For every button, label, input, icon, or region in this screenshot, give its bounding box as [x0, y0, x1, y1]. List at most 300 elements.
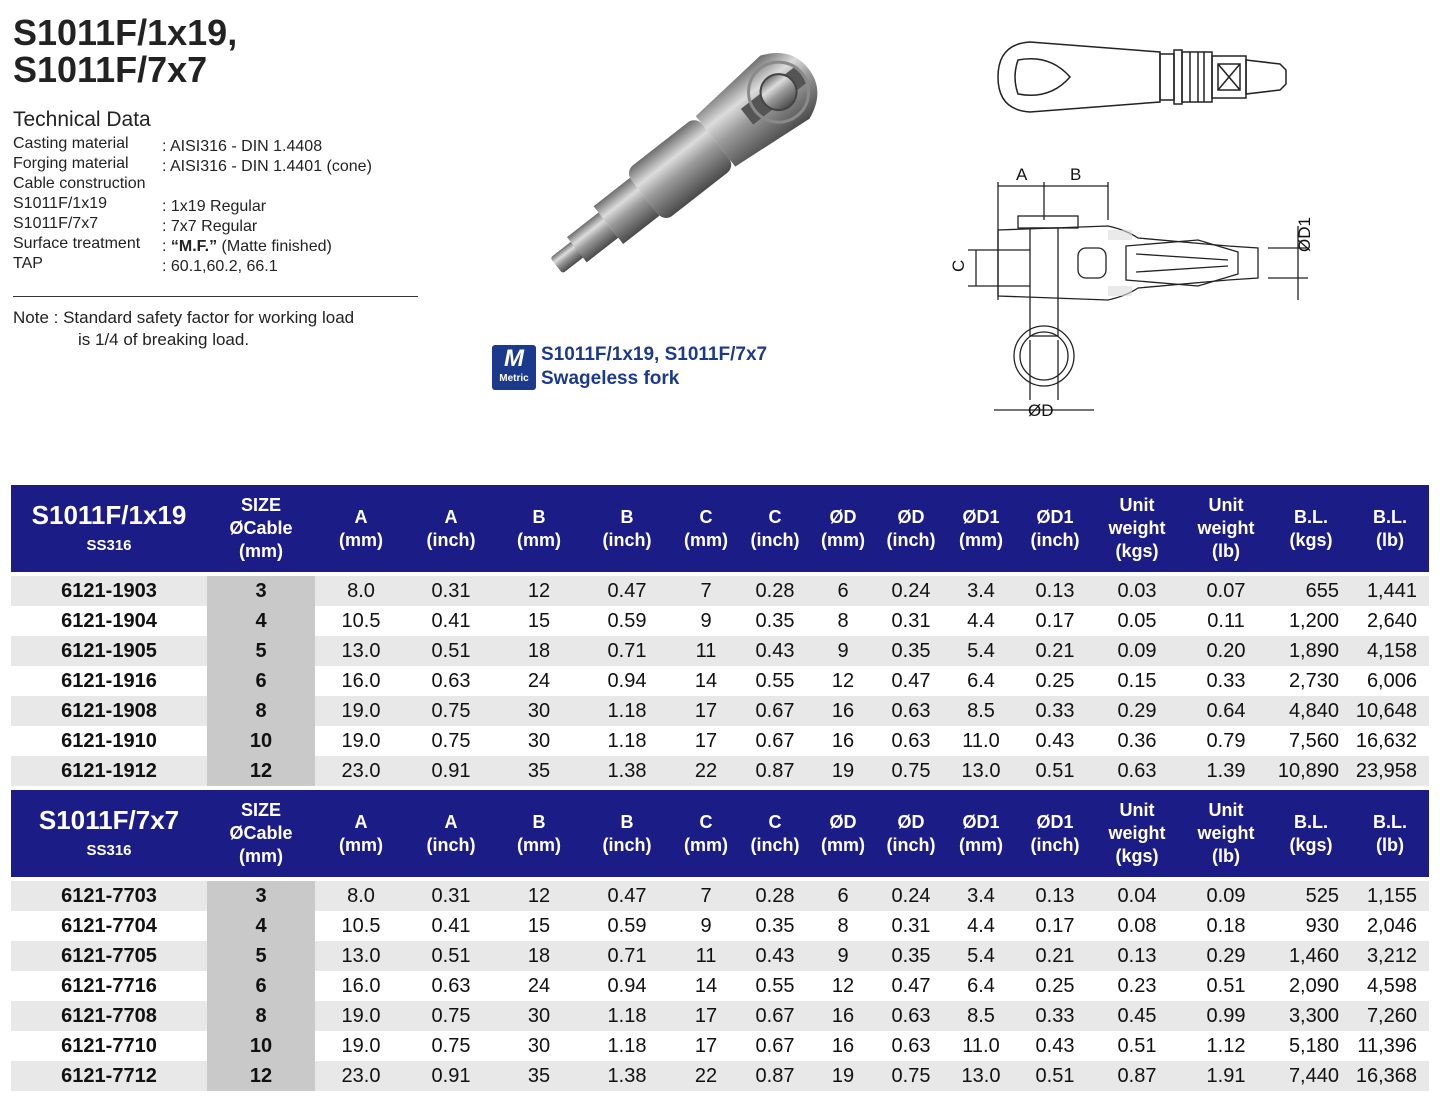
- material-name: SS316: [86, 537, 132, 554]
- spec-labels: [13, 134, 146, 274]
- table-cell: 0.79: [1181, 726, 1271, 756]
- table-cell: 23.0: [315, 1061, 407, 1091]
- table-cell: 0.63: [877, 1031, 945, 1061]
- column-header: ØD (inch): [877, 485, 945, 574]
- table-cell: 0.35: [877, 636, 945, 666]
- table-cell: 22: [671, 756, 741, 786]
- table-row: [11, 941, 1429, 971]
- table-cell: 9: [809, 636, 877, 666]
- column-header: Unit weight (lb): [1181, 790, 1271, 879]
- breaking-load: 16,632: [1351, 726, 1429, 756]
- table-cell: 8.5: [945, 1001, 1017, 1031]
- column-header: SIZE ØCable (mm): [207, 485, 315, 574]
- table-cell: 0.43: [741, 941, 809, 971]
- table-cell: 1.18: [583, 696, 671, 726]
- table-cell: 1.18: [583, 1001, 671, 1031]
- table-cell: 14: [671, 666, 741, 696]
- table-cell: 24: [495, 971, 583, 1001]
- breaking-load: 2,640: [1351, 606, 1429, 636]
- table-row: [11, 879, 1429, 911]
- surface-prefix: :: [162, 238, 171, 255]
- table-cell: 3.4: [945, 879, 1017, 911]
- table-cell: 0.28: [741, 574, 809, 606]
- table-cell: 0.09: [1181, 879, 1271, 911]
- table-cell: 0.91: [407, 756, 495, 786]
- surface-rest: (Matte finished): [217, 238, 332, 255]
- table-cell: 0.20: [1181, 636, 1271, 666]
- part-number: 6121-1904: [11, 606, 207, 636]
- table-cell: 0.45: [1093, 1001, 1181, 1031]
- table-cell: 0.67: [741, 696, 809, 726]
- dim-label-b: B: [1070, 165, 1082, 184]
- breaking-load: 7,260: [1351, 1001, 1429, 1031]
- part-number: 6121-7703: [11, 879, 207, 911]
- model-header: [11, 790, 207, 879]
- table-cell: 0.24: [877, 879, 945, 911]
- column-header: B.L. (lb): [1351, 790, 1429, 879]
- part-number: 6121-1910: [11, 726, 207, 756]
- table-header: [11, 790, 1429, 879]
- breaking-load: 4,598: [1351, 971, 1429, 1001]
- dim-label-d: ØD: [1028, 401, 1054, 420]
- table-cell: 0.63: [877, 726, 945, 756]
- divider: [13, 296, 418, 297]
- table-cell: 11: [671, 941, 741, 971]
- cable-size: 5: [207, 636, 315, 666]
- note: [13, 307, 354, 351]
- table-cell: 0.03: [1093, 574, 1181, 606]
- table-row: [11, 606, 1429, 636]
- dim-label-c: C: [949, 259, 968, 272]
- table-cell: 0.63: [1093, 756, 1181, 786]
- table-cell: 0.43: [741, 636, 809, 666]
- cable-size: 4: [207, 911, 315, 941]
- cable-size: 8: [207, 696, 315, 726]
- table-cell: 24: [495, 666, 583, 696]
- table-cell: 0.87: [741, 1061, 809, 1091]
- table-cell: 10.5: [315, 911, 407, 941]
- table-cell: 0.31: [407, 574, 495, 606]
- dim-label-d1: ØD1: [1295, 217, 1314, 252]
- spec-label: Forging material: [13, 155, 129, 172]
- part-number: 6121-7705: [11, 941, 207, 971]
- table-cell: 16: [809, 696, 877, 726]
- table-cell: 12: [495, 574, 583, 606]
- table-cell: 15: [495, 911, 583, 941]
- title-line-2: S1011F/7x7: [13, 49, 208, 90]
- table-cell: 0.29: [1093, 696, 1181, 726]
- part-number: 6121-1903: [11, 574, 207, 606]
- table-cell: 13.0: [945, 1061, 1017, 1091]
- table-cell: 0.99: [1181, 1001, 1271, 1031]
- top-view-drawing: [990, 30, 1300, 125]
- table-cell: 0.28: [741, 879, 809, 911]
- table-cell: 0.23: [1093, 971, 1181, 1001]
- table-cell: 1.18: [583, 1031, 671, 1061]
- table-cell: 0.09: [1093, 636, 1181, 666]
- metric-badge: [492, 345, 536, 390]
- table-cell: 0.29: [1181, 941, 1271, 971]
- table-cell: 0.25: [1017, 666, 1093, 696]
- table-cell: 8.0: [315, 574, 407, 606]
- page-title: [13, 14, 237, 88]
- column-header: B.L. (lb): [1351, 485, 1429, 574]
- breaking-load: 4,840: [1271, 696, 1351, 726]
- table-cell: 0.31: [877, 606, 945, 636]
- table-cell: 0.17: [1017, 911, 1093, 941]
- column-header: C (inch): [741, 485, 809, 574]
- spec-label: TAP: [13, 255, 43, 272]
- breaking-load: 1,155: [1351, 879, 1429, 911]
- table-cell: 11: [671, 636, 741, 666]
- table-cell: 0.35: [877, 941, 945, 971]
- breaking-load: 930: [1271, 911, 1351, 941]
- breaking-load: 7,440: [1271, 1061, 1351, 1091]
- table-cell: 0.33: [1017, 1001, 1093, 1031]
- spec-label: Cable construction: [13, 175, 146, 192]
- table-cell: 0.11: [1181, 606, 1271, 636]
- cable-size: 12: [207, 756, 315, 786]
- table-cell: 0.64: [1181, 696, 1271, 726]
- spec-value-surface: [162, 237, 372, 257]
- table-cell: 12: [809, 971, 877, 1001]
- table-cell: 0.15: [1093, 666, 1181, 696]
- column-header: ØD (mm): [809, 485, 877, 574]
- table-cell: 15: [495, 606, 583, 636]
- part-number: 6121-7704: [11, 911, 207, 941]
- table-cell: 6.4: [945, 971, 1017, 1001]
- table-cell: 8.5: [945, 696, 1017, 726]
- column-header: B (mm): [495, 790, 583, 879]
- column-header: Unit weight (lb): [1181, 485, 1271, 574]
- table-cell: 0.63: [877, 696, 945, 726]
- table-cell: 23.0: [315, 756, 407, 786]
- table-cell: 7: [671, 574, 741, 606]
- table-cell: 12: [809, 666, 877, 696]
- table-cell: 30: [495, 726, 583, 756]
- caption-line-2: Swageless fork: [541, 368, 680, 389]
- material-name: SS316: [86, 842, 132, 859]
- cable-size: 4: [207, 606, 315, 636]
- table-cell: 0.63: [407, 666, 495, 696]
- table-cell: 11.0: [945, 1031, 1017, 1061]
- breaking-load: 10,648: [1351, 696, 1429, 726]
- table-cell: 0.24: [877, 574, 945, 606]
- table-row: [11, 911, 1429, 941]
- table-cell: 30: [495, 1031, 583, 1061]
- table-cell: 0.51: [1181, 971, 1271, 1001]
- table-cell: 0.67: [741, 1001, 809, 1031]
- part-number: 6121-1908: [11, 696, 207, 726]
- table-cell: 0.51: [1017, 756, 1093, 786]
- table-cell: 30: [495, 696, 583, 726]
- part-number: 6121-1916: [11, 666, 207, 696]
- table-cell: 0.47: [877, 971, 945, 1001]
- table-cell: 0.55: [741, 971, 809, 1001]
- table-cell: 0.67: [741, 1031, 809, 1061]
- part-number: 6121-1905: [11, 636, 207, 666]
- dimension-drawing: [948, 160, 1328, 425]
- column-header: Unit weight (kgs): [1093, 790, 1181, 879]
- table-row: [11, 636, 1429, 666]
- table-cell: 19: [809, 1061, 877, 1091]
- table-row: [11, 666, 1429, 696]
- spec-table-7x7: [11, 790, 1429, 1091]
- table-cell: 35: [495, 756, 583, 786]
- column-header: B (inch): [583, 485, 671, 574]
- table-row: [11, 726, 1429, 756]
- cable-size: 8: [207, 1001, 315, 1031]
- column-header: B.L. (kgs): [1271, 790, 1351, 879]
- table-cell: 1.12: [1181, 1031, 1271, 1061]
- cable-size: 6: [207, 971, 315, 1001]
- spec-label: Casting material: [13, 135, 129, 152]
- table-cell: 1.91: [1181, 1061, 1271, 1091]
- column-header: ØD1 (mm): [945, 790, 1017, 879]
- table-cell: 0.47: [583, 574, 671, 606]
- table-cell: 0.67: [741, 726, 809, 756]
- model-header: [11, 485, 207, 574]
- caption-line-1: S1011F/1x19, S1011F/7x7: [541, 344, 768, 365]
- spec-label: Surface treatment: [13, 235, 141, 252]
- table-cell: 17: [671, 696, 741, 726]
- cable-size: 10: [207, 726, 315, 756]
- product-caption: [541, 343, 767, 391]
- table-cell: 9: [671, 606, 741, 636]
- table-cell: 1.38: [583, 1061, 671, 1091]
- table-cell: 0.47: [877, 666, 945, 696]
- table-cell: 0.75: [877, 1061, 945, 1091]
- table-cell: 0.04: [1093, 879, 1181, 911]
- spec-value: : 7x7 Regular: [162, 218, 258, 235]
- cable-size: 10: [207, 1031, 315, 1061]
- note-line-2: is 1/4 of breaking load.: [78, 330, 250, 349]
- breaking-load: 655: [1271, 574, 1351, 606]
- table-row: [11, 574, 1429, 606]
- table-cell: 0.75: [407, 726, 495, 756]
- surface-bold: “M.F.”: [170, 238, 218, 255]
- part-number: 6121-1912: [11, 756, 207, 786]
- table-cell: 0.35: [741, 911, 809, 941]
- column-header: B.L. (kgs): [1271, 485, 1351, 574]
- table-cell: 0.75: [407, 696, 495, 726]
- table-row: [11, 971, 1429, 1001]
- column-header: ØD (inch): [877, 790, 945, 879]
- table-cell: 0.91: [407, 1061, 495, 1091]
- table-cell: 0.05: [1093, 606, 1181, 636]
- table-cell: 16: [809, 1001, 877, 1031]
- table-cell: 0.17: [1017, 606, 1093, 636]
- column-header: A (mm): [315, 485, 407, 574]
- table-cell: 8: [809, 911, 877, 941]
- part-number: 6121-7708: [11, 1001, 207, 1031]
- table-cell: 1.39: [1181, 756, 1271, 786]
- table-cell: 0.94: [583, 971, 671, 1001]
- table-cell: 8.0: [315, 879, 407, 911]
- table-cell: 0.08: [1093, 911, 1181, 941]
- table-cell: 0.36: [1093, 726, 1181, 756]
- table-cell: 19.0: [315, 1031, 407, 1061]
- table-cell: 9: [671, 911, 741, 941]
- breaking-load: 5,180: [1271, 1031, 1351, 1061]
- breaking-load: 23,958: [1351, 756, 1429, 786]
- table-header: [11, 485, 1429, 574]
- dim-label-a: A: [1016, 165, 1028, 184]
- table-cell: 0.41: [407, 911, 495, 941]
- table-cell: 5.4: [945, 636, 1017, 666]
- breaking-load: 2,730: [1271, 666, 1351, 696]
- table-cell: 0.13: [1093, 941, 1181, 971]
- column-header: ØD1 (inch): [1017, 485, 1093, 574]
- cable-size: 12: [207, 1061, 315, 1091]
- table-cell: 13.0: [315, 941, 407, 971]
- table-cell: 0.75: [407, 1001, 495, 1031]
- column-header: C (mm): [671, 485, 741, 574]
- spec-table-1x19: [11, 485, 1429, 786]
- column-header: SIZE ØCable (mm): [207, 790, 315, 879]
- table-cell: 0.71: [583, 636, 671, 666]
- table-cell: 0.25: [1017, 971, 1093, 1001]
- table-cell: 0.75: [877, 756, 945, 786]
- table-row: [11, 1031, 1429, 1061]
- table-cell: 0.75: [407, 1031, 495, 1061]
- table-cell: 22: [671, 1061, 741, 1091]
- table-cell: 0.47: [583, 879, 671, 911]
- spec-value: : 1x19 Regular: [162, 198, 267, 215]
- table-cell: 0.21: [1017, 941, 1093, 971]
- breaking-load: 3,300: [1271, 1001, 1351, 1031]
- part-number: 6121-7712: [11, 1061, 207, 1091]
- table-row: [11, 1061, 1429, 1091]
- column-header: A (inch): [407, 485, 495, 574]
- table-cell: 0.21: [1017, 636, 1093, 666]
- table-cell: 16: [809, 726, 877, 756]
- table-cell: 18: [495, 636, 583, 666]
- table-cell: 0.13: [1017, 574, 1093, 606]
- title-line-1: S1011F/1x19,: [13, 12, 238, 53]
- metric-letter: M: [504, 345, 524, 372]
- table-cell: 0.87: [741, 756, 809, 786]
- breaking-load: 4,158: [1351, 636, 1429, 666]
- table-cell: 13.0: [945, 756, 1017, 786]
- table-cell: 6: [809, 574, 877, 606]
- cable-size: 3: [207, 879, 315, 911]
- table-cell: 16: [809, 1031, 877, 1061]
- table-cell: 0.71: [583, 941, 671, 971]
- spec-label: S1011F/1x19: [13, 195, 107, 212]
- column-header: B (mm): [495, 485, 583, 574]
- table-row: [11, 756, 1429, 786]
- table-cell: 19: [809, 756, 877, 786]
- breaking-load: 3,212: [1351, 941, 1429, 971]
- table-body: [11, 574, 1429, 786]
- table-cell: 0.13: [1017, 879, 1093, 911]
- column-header: A (inch): [407, 790, 495, 879]
- table-cell: 19.0: [315, 696, 407, 726]
- table-cell: 6.4: [945, 666, 1017, 696]
- table-cell: 17: [671, 1031, 741, 1061]
- column-header: Unit weight (kgs): [1093, 485, 1181, 574]
- table-cell: 16.0: [315, 666, 407, 696]
- table-cell: 0.94: [583, 666, 671, 696]
- model-name: S1011F/7x7: [38, 805, 180, 835]
- table-cell: 0.63: [407, 971, 495, 1001]
- table-cell: 0.31: [877, 911, 945, 941]
- column-header: ØD (mm): [809, 790, 877, 879]
- spec-label: S1011F/7x7: [13, 215, 99, 232]
- table-cell: 17: [671, 726, 741, 756]
- table-cell: 0.31: [407, 879, 495, 911]
- spec-value: : 60.1,60.2, 66.1: [162, 258, 278, 275]
- spec-values: [162, 137, 372, 277]
- table-cell: 1.38: [583, 756, 671, 786]
- model-name: S1011F/1x19: [31, 500, 187, 530]
- table-cell: 16.0: [315, 971, 407, 1001]
- table-cell: 6: [809, 879, 877, 911]
- breaking-load: 2,090: [1271, 971, 1351, 1001]
- breaking-load: 7,560: [1271, 726, 1351, 756]
- table-cell: 0.07: [1181, 574, 1271, 606]
- table-cell: 0.87: [1093, 1061, 1181, 1091]
- metric-label: Metric: [499, 373, 529, 384]
- column-header: B (inch): [583, 790, 671, 879]
- column-header: ØD1 (inch): [1017, 790, 1093, 879]
- table-cell: 14: [671, 971, 741, 1001]
- table-cell: 4.4: [945, 911, 1017, 941]
- part-number: 6121-7710: [11, 1031, 207, 1061]
- table-cell: 0.51: [407, 941, 495, 971]
- table-cell: 10.5: [315, 606, 407, 636]
- table-cell: 5.4: [945, 941, 1017, 971]
- breaking-load: 16,368: [1351, 1061, 1429, 1091]
- table-cell: 4.4: [945, 606, 1017, 636]
- table-cell: 0.59: [583, 606, 671, 636]
- cable-size: 6: [207, 666, 315, 696]
- breaking-load: 1,460: [1271, 941, 1351, 971]
- breaking-load: 10,890: [1271, 756, 1351, 786]
- table-cell: 12: [495, 879, 583, 911]
- table-cell: 11.0: [945, 726, 1017, 756]
- part-number: 6121-7716: [11, 971, 207, 1001]
- breaking-load: 1,441: [1351, 574, 1429, 606]
- table-cell: 0.43: [1017, 726, 1093, 756]
- table-cell: 0.35: [741, 606, 809, 636]
- table-cell: 13.0: [315, 636, 407, 666]
- cable-size: 3: [207, 574, 315, 606]
- table-cell: 0.59: [583, 911, 671, 941]
- table-cell: 3.4: [945, 574, 1017, 606]
- column-header: A (mm): [315, 790, 407, 879]
- breaking-load: 1,890: [1271, 636, 1351, 666]
- table-cell: 17: [671, 1001, 741, 1031]
- breaking-load: 6,006: [1351, 666, 1429, 696]
- breaking-load: 11,396: [1351, 1031, 1429, 1061]
- table-row: [11, 1001, 1429, 1031]
- table-cell: 0.51: [1017, 1061, 1093, 1091]
- table-cell: 1.18: [583, 726, 671, 756]
- table-cell: 18: [495, 941, 583, 971]
- table-cell: 0.43: [1017, 1031, 1093, 1061]
- cable-size: 5: [207, 941, 315, 971]
- table-cell: 0.63: [877, 1001, 945, 1031]
- table-cell: 8: [809, 606, 877, 636]
- column-header: C (inch): [741, 790, 809, 879]
- spec-value: : AISI316 - DIN 1.4408: [162, 138, 323, 155]
- table-cell: 0.33: [1181, 666, 1271, 696]
- technical-data-heading: Technical Data: [13, 108, 151, 131]
- note-line-1: Note : Standard safety factor for working load: [13, 308, 355, 327]
- table-cell: 0.55: [741, 666, 809, 696]
